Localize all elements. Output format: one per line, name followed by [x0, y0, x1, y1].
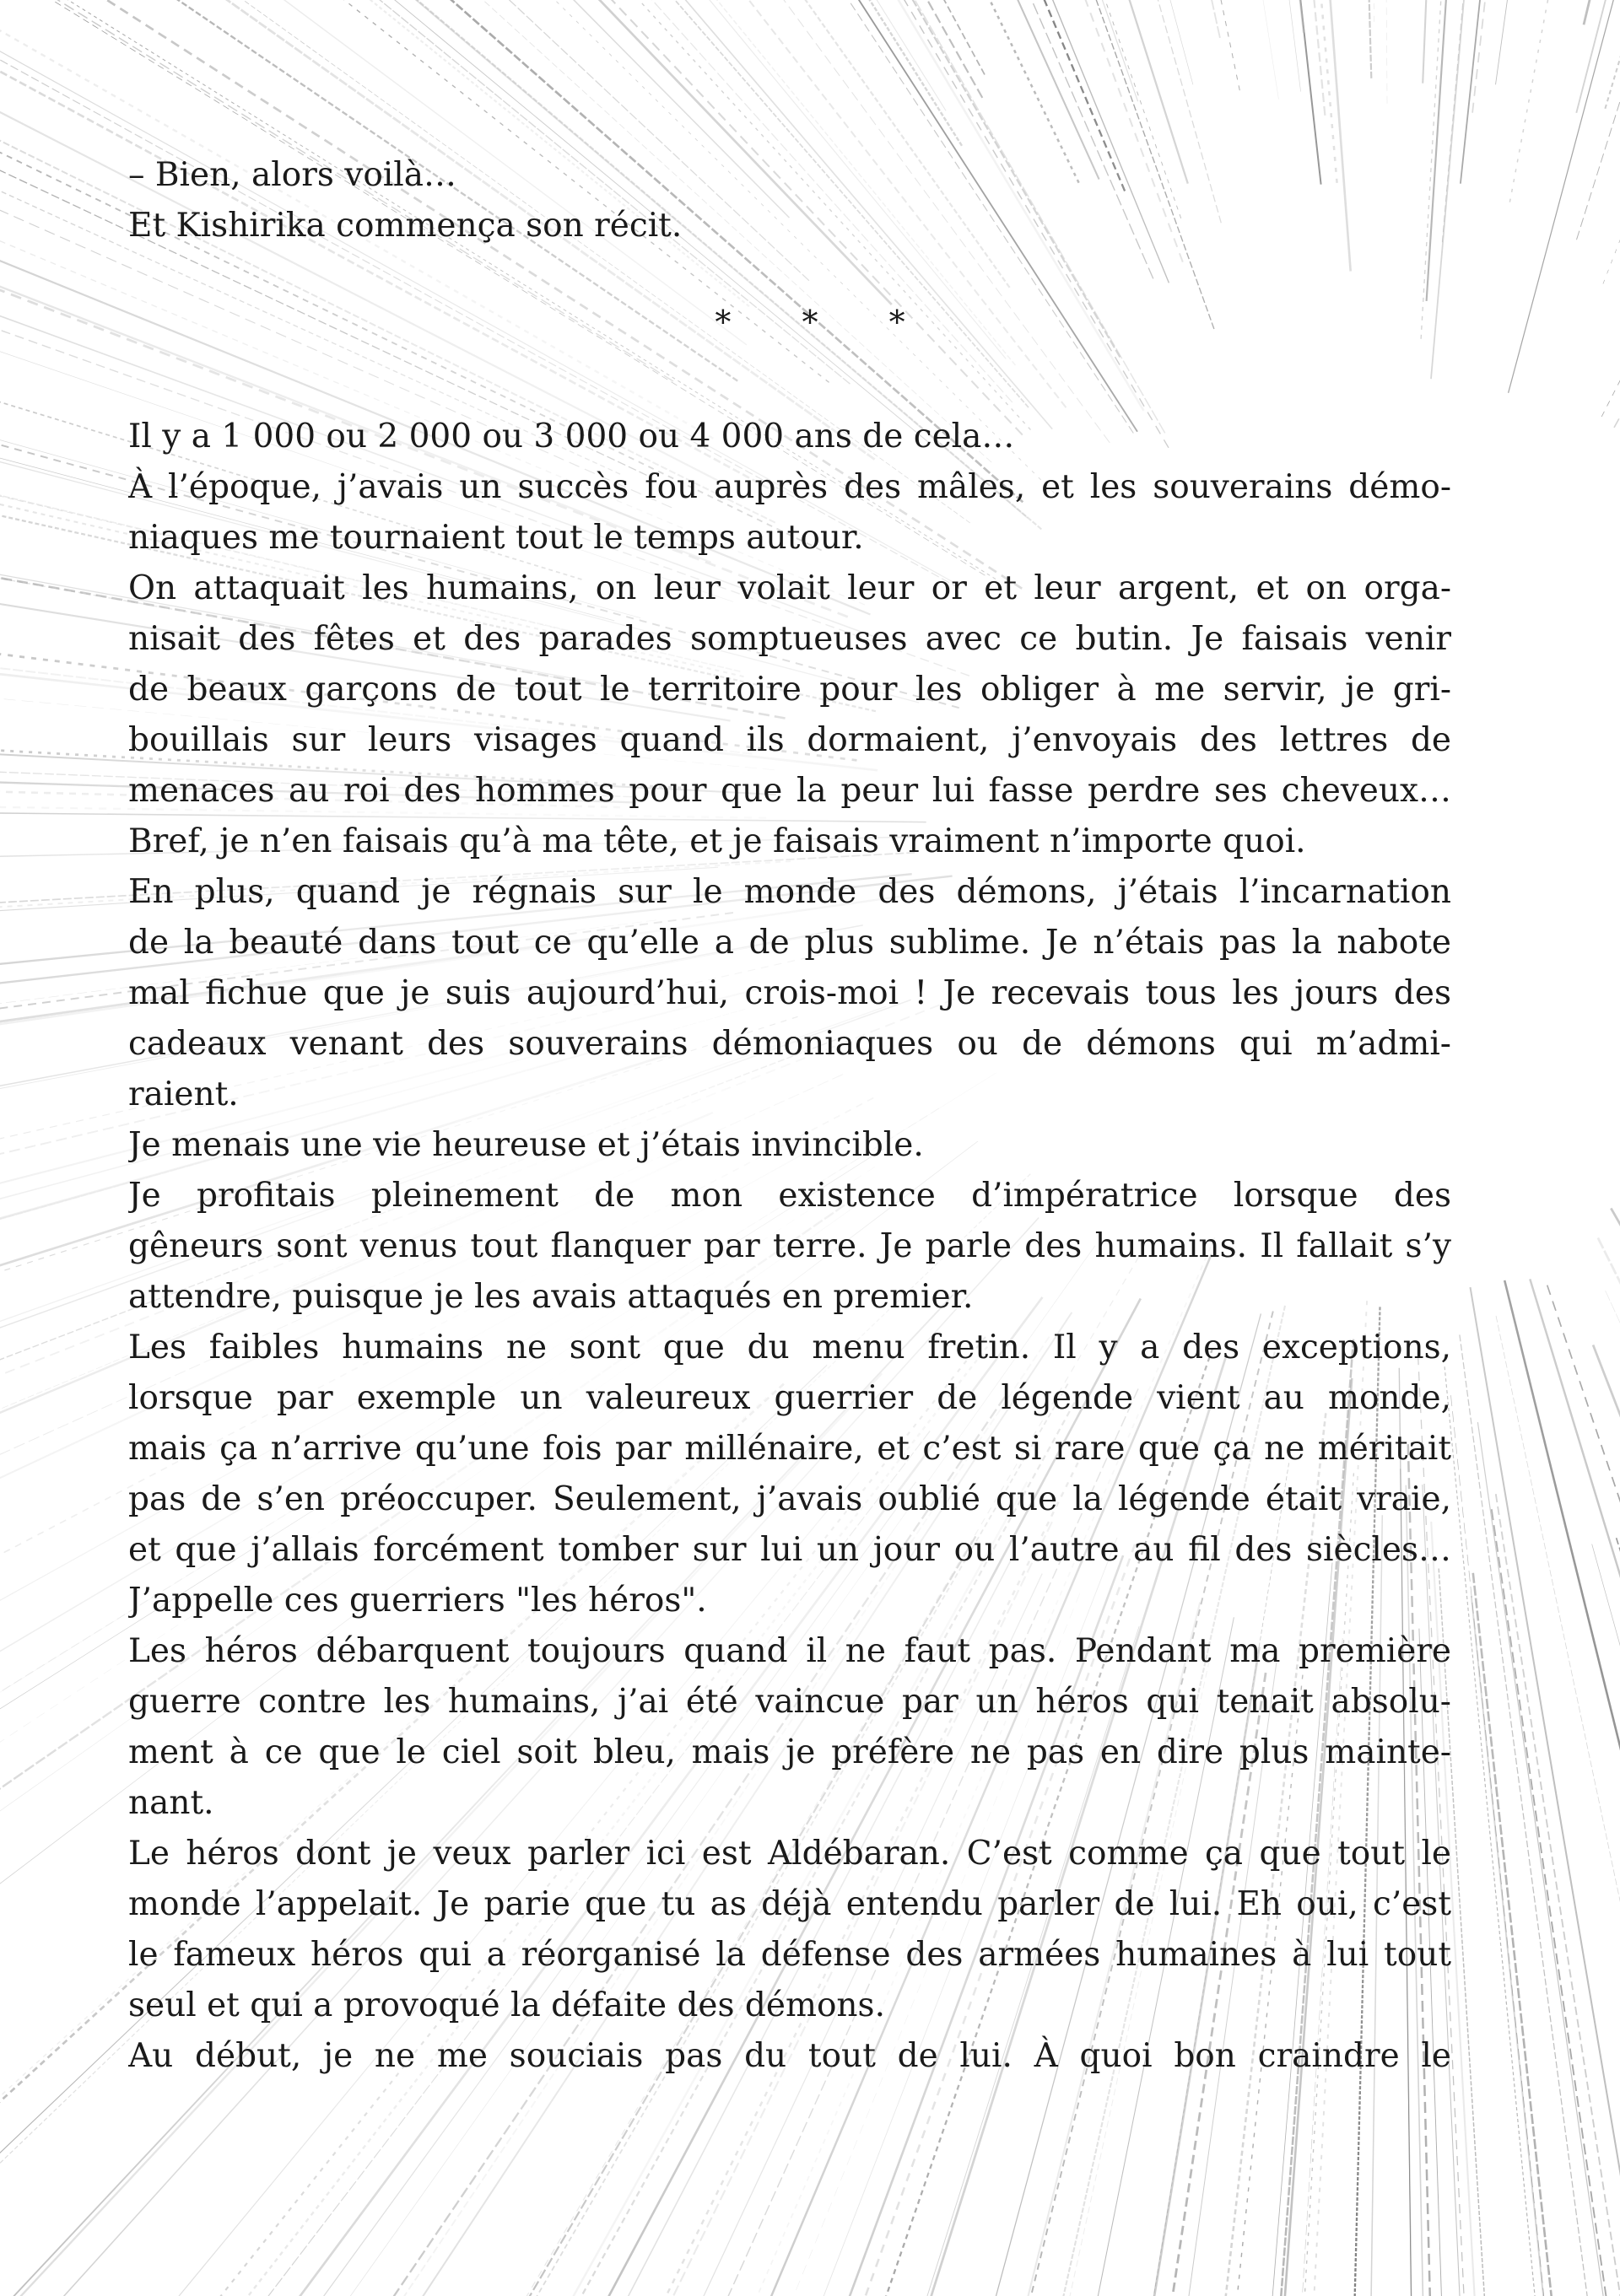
body-line: pas de s’en préoccuper. Seulement, j’avais oublié que la légende était vraie, [128, 1480, 1451, 1518]
body-line: Je menais une vie heureuse et j’étais invincible. [128, 1126, 924, 1164]
body-line: raient. [128, 1075, 239, 1113]
body-line: monde l’appelait. Je parie que tu as déjà entendu parler de lui. Eh oui, c’est [128, 1885, 1451, 1923]
body-line: et que j’allais forcément tomber sur lui un jour ou l’autre au fil des siècles… [128, 1531, 1451, 1569]
body-line: lorsque par exemple un valeureux guerrier de légende vient au monde, [128, 1379, 1451, 1417]
body-line: nant. [128, 1784, 214, 1822]
body-line: Je profitais pleinement de mon existence d’impératrice lorsque des [128, 1177, 1451, 1215]
body-line: seul et qui a provoqué la défaite des démons. [128, 1986, 885, 2024]
body-line: Au début, je ne me souciais pas du tout de lui. À quoi bon craindre le [128, 2037, 1451, 2075]
body-line: Les faibles humains ne sont que du menu fretin. Il y a des exceptions, [128, 1329, 1451, 1366]
intro-paragraph [128, 150, 1451, 251]
body-line: menaces au roi des hommes pour que la peur lui fasse perdre ses cheveux… [128, 772, 1451, 810]
body-line: Le héros dont je veux parler ici est Aldébaran. C’est comme ça que tout le [128, 1835, 1451, 1873]
body-line: En plus, quand je régnais sur le monde des démons, j’étais l’incarnation [128, 873, 1451, 911]
body-line: J’appelle ces guerriers "les héros". [128, 1582, 707, 1620]
body-line: niaques me tournaient tout le temps autour. [128, 519, 864, 557]
body-line: nisait des fêtes et des parades somptueuses avec ce butin. Je faisais venir [128, 620, 1451, 658]
scene-break-asterisks: * * * [715, 304, 936, 341]
body-line: mais ça n’arrive qu’une fois par millénaire, et c’est si rare que ça ne méritait [128, 1430, 1451, 1468]
body-line: On attaquait les humains, on leur volait leur or et leur argent, et on orga- [128, 569, 1451, 607]
body-line: Bref, je n’en faisais qu’à ma tête, et je faisais vraiment n’importe quoi. [128, 822, 1306, 860]
body-line: de la beauté dans tout ce qu’elle a de plus sublime. Je n’étais pas la nabote [128, 924, 1451, 962]
body-line: mal fichue que je suis aujourd’hui, crois-moi ! Je recevais tous les jours des [128, 974, 1451, 1012]
body-line: Les héros débarquent toujours quand il ne faut pas. Pendant ma première [128, 1632, 1451, 1670]
body-line: cadeaux venant des souverains démoniaques ou de démons qui m’admi- [128, 1025, 1451, 1063]
body-line: guerre contre les humains, j’ai été vaincue par un héros qui tenait absolu- [128, 1683, 1451, 1721]
body-line: gêneurs sont venus tout flanquer par terre. Je parle des humains. Il fallait s’y [128, 1227, 1451, 1265]
body-line: À l’époque, j’avais un succès fou auprès des mâles, et les souverains démo- [128, 468, 1451, 506]
intro-line: – Bien, alors voilà… [128, 156, 456, 194]
intro-line: Et Kishirika commença son récit. [128, 207, 683, 245]
body-line: Il y a 1 000 ou 2 000 ou 3 000 ou 4 000 ans de cela… [128, 418, 1015, 455]
body-line: attendre, puisque je les avais attaqués en premier. [128, 1278, 974, 1316]
body-line: bouillais sur leurs visages quand ils dormaient, j’envoyais des lettres de [128, 721, 1451, 759]
body-text [128, 412, 1451, 2082]
body-line: ment à ce que le ciel soit bleu, mais je préfère ne pas en dire plus mainte- [128, 1733, 1451, 1771]
body-line: de beaux garçons de tout le territoire pour les obliger à me servir, je gri- [128, 671, 1451, 709]
body-line: le fameux héros qui a réorganisé la défense des armées humaines à lui tout [128, 1936, 1451, 1974]
